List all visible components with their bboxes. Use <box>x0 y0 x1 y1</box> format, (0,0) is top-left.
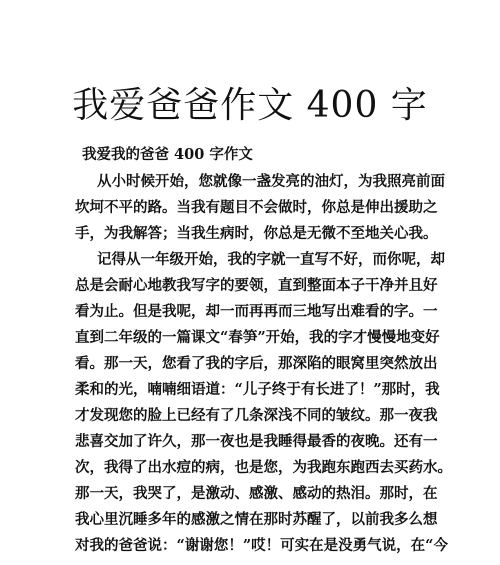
text-line-14: 我心里沉睡多年的感激之情在那时苏醒了，以前我多么想 <box>75 511 438 528</box>
text-line-5: 总是会耐心地教我写字的要领，直到整面本子干净并且好 <box>75 277 438 294</box>
text-line-13: 那一天，我哭了，是激动、感激、感动的热泪。那时，在 <box>75 485 438 502</box>
text-line-10: 才发现您的脸上已经有了几条深浅不同的皱纹。那一夜我 <box>75 407 438 424</box>
text-line-12: 次，我得了出水痘的病，也是您，为我跑东跑西去买药水。 <box>75 459 452 476</box>
text-line-8: 看。那一天，您看了我的字后，那深陷的眼窝里突然放出 <box>75 355 438 372</box>
text-line-2: 坎坷不平的路。当我有题目不会做时，你总是伸出援助之 <box>75 199 438 216</box>
text-line-9: 柔和的光，喃喃细语道：“儿子终于有长进了！”那时，我 <box>75 381 440 398</box>
text-line-15: 对我的爸爸说：“谢谢您！”哎！可实在是没勇气说，在“今 <box>75 537 449 554</box>
document-title: 我爱爸爸作文 400 字 <box>72 85 428 126</box>
text-line-3: 手，为我解答；当我生病时，你总是无微不至地关心我。 <box>75 225 438 242</box>
text-line-7: 直到二年级的一篇课文“春笋”开始，我的字才慢慢地变好 <box>75 329 440 346</box>
text-line-4: 记得从一年级开始，我的字就一直写不好，而你呢，却 <box>97 251 445 268</box>
text-line-6: 看为止。但是我呢，却一而再再而三地写出难看的字。一 <box>75 303 438 320</box>
document-subtitle: 我爱我的爸爸 400 字作文 <box>82 146 253 163</box>
text-line-11: 悲喜交加了许久，那一夜也是我睡得最香的夜晚。还有一 <box>75 433 438 450</box>
text-line-1: 从小时候开始，您就像一盏发亮的油灯，为我照亮前面 <box>97 173 445 190</box>
